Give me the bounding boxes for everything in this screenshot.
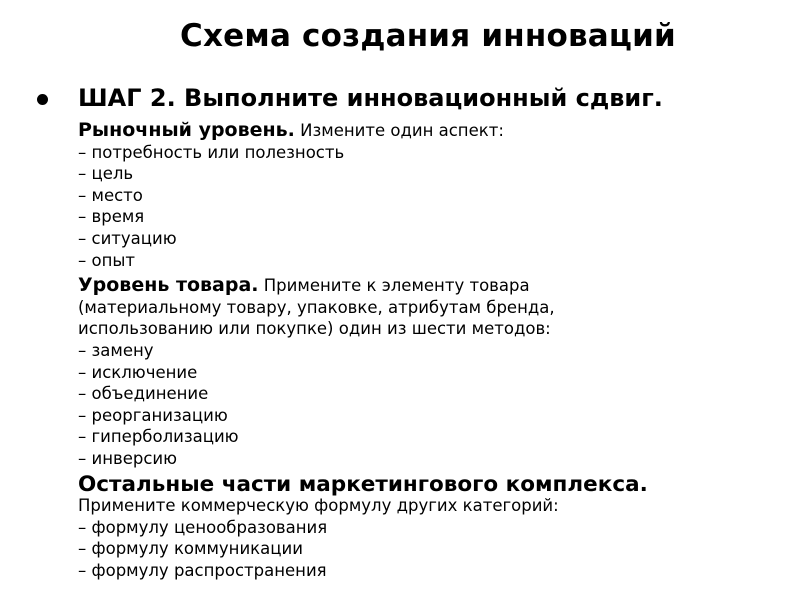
list-item: – формулу коммуникации — [78, 539, 303, 559]
list-item: – инверсию — [78, 448, 178, 468]
list-item: – цель — [78, 164, 134, 184]
list-item: – место — [78, 185, 143, 205]
list-item: – объединение — [78, 384, 209, 404]
slide-body — [78, 120, 778, 581]
market-level-intro — [78, 120, 778, 142]
marketing-mix-heading: Остальные части маркетингового комплекса. — [78, 471, 648, 497]
list-item: – время — [78, 207, 145, 227]
list-item: – формулу распространения — [78, 560, 327, 580]
list-item: – опыт — [78, 250, 136, 270]
list-item: – замену — [78, 340, 154, 360]
product-level-intro-line: использованию или покупке) один из шести методов: — [78, 319, 551, 339]
list-item: – исключение — [78, 362, 198, 382]
marketing-mix-intro: Примените коммерческую формулу других категорий: — [78, 496, 559, 516]
list-item: – формулу ценообразования — [78, 517, 328, 537]
list-item: – гиперболизацию — [78, 427, 239, 447]
product-level-heading: Уровень товара. — [78, 274, 259, 297]
market-level-heading: Рыночный уровень. — [78, 119, 295, 141]
slide-title: Схема создания инноваций — [180, 18, 676, 54]
list-item: – потребность или полезность — [78, 142, 345, 162]
market-level-intro-text: Измените один аспект: — [294, 121, 504, 140]
bullet-icon — [37, 94, 48, 105]
product-level-intro-text: Примените к элементу товара — [258, 276, 530, 296]
product-level-intro — [78, 275, 778, 297]
step-title: ШАГ 2. Выполните инновационный сдвиг. — [78, 84, 663, 112]
list-item: – ситуацию — [78, 228, 177, 248]
list-item: – реорганизацию — [78, 405, 228, 425]
product-level-intro-line: (материальному товару, упаковке, атрибутам бренда, — [78, 297, 555, 317]
